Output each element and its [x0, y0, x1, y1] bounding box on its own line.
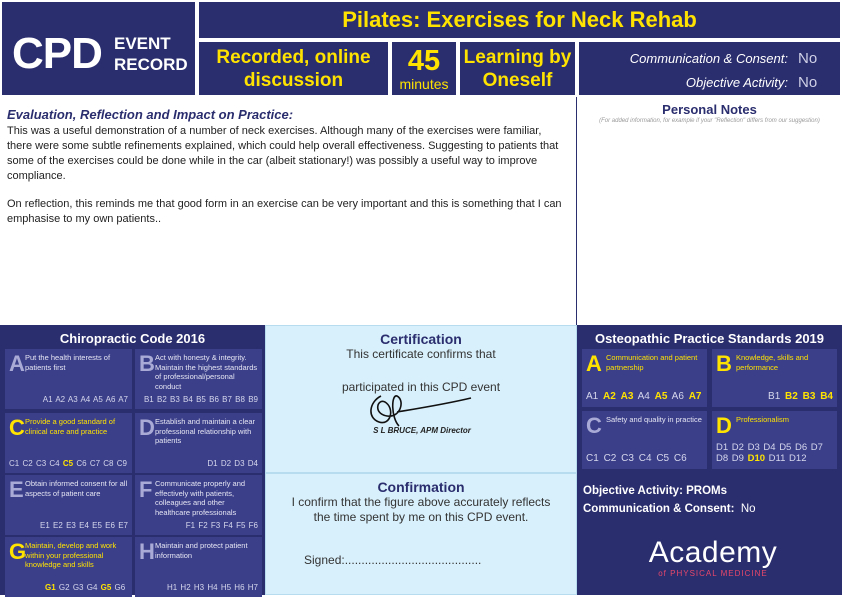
- certification-box: [265, 325, 577, 473]
- code-b2: B2: [156, 395, 167, 404]
- code-c9: C9: [116, 459, 127, 468]
- code-c5: C5: [62, 459, 74, 468]
- reflection-paragraph-1: This was a useful demonstration of a number of neck exercises. Although many of the exercises were familiar, there were some subtle refinements explained, which could help overall effectiveness. Suggesting to patients that some of the exercises could be done while in the car (albeit stationary!) was possibly a useful way to improve compliance.: [7, 125, 559, 182]
- certification-title: Certification: [380, 331, 462, 347]
- standard-letter: D: [139, 415, 155, 440]
- code-a1: A1: [42, 395, 53, 404]
- code-e3: E3: [66, 521, 76, 530]
- code-c1: C1: [9, 459, 20, 468]
- code-h6: H6: [234, 583, 245, 592]
- chiro-standard-f: [135, 475, 262, 535]
- event-title: Pilates: Exercises for Neck Rehab: [342, 7, 697, 32]
- learning-type: Learning by Oneself: [463, 46, 572, 91]
- personal-notes-title: Personal Notes: [662, 102, 757, 117]
- code-c4: C4: [49, 459, 60, 468]
- osteo-standard-d: [712, 411, 837, 469]
- standard-description: Put the health interests of patients first: [25, 353, 111, 372]
- event-title-bar: [197, 0, 842, 40]
- standard-letter: A: [9, 351, 25, 376]
- code-f3: F3: [210, 521, 221, 530]
- code-f2: F2: [198, 521, 208, 530]
- objective-activity-label: Objective Activity:: [685, 75, 788, 90]
- code-c1: C1: [586, 453, 599, 464]
- confirmation-text: I confirm that the figure above accurately reflects the time spent by me on this CPD event.: [291, 495, 551, 524]
- meta-box: [577, 40, 842, 97]
- osteo-communication-label: Communication & Consent:: [583, 503, 735, 515]
- code-b2: B2: [785, 391, 798, 402]
- code-c8: C8: [103, 459, 114, 468]
- code-c2: C2: [22, 459, 33, 468]
- code-c7: C7: [89, 459, 101, 468]
- code-a5: A5: [654, 391, 668, 402]
- code-b1: B1: [768, 391, 781, 402]
- standard-description: Communication and patient partnership: [606, 353, 698, 372]
- code-b1: B1: [143, 395, 154, 404]
- code-h1: H1: [166, 583, 178, 592]
- osteo-standard-b: [712, 349, 837, 407]
- chiro-standard-e: [5, 475, 132, 535]
- standard-letter: H: [139, 539, 155, 564]
- code-c4: C4: [638, 453, 652, 464]
- code-b3: B3: [802, 391, 816, 402]
- chiropractic-code-title: Chiropractic Code 2016: [59, 331, 206, 346]
- standard-letter: A: [586, 351, 602, 376]
- standard-codes: [9, 521, 128, 530]
- code-d6: D6: [794, 442, 808, 453]
- personal-notes-subtitle: (For added information, for example if your "Reflection" differs from our suggestion): [599, 118, 820, 124]
- code-e1: E1: [40, 521, 50, 530]
- objective-activity-row: [686, 74, 820, 91]
- code-h5: H5: [220, 583, 232, 592]
- standard-codes: [139, 395, 258, 404]
- standard-codes: [586, 453, 703, 464]
- code-d1: D1: [716, 442, 729, 453]
- code-d11: D11: [768, 453, 786, 464]
- logo-cpd-text: CPD: [12, 29, 102, 78]
- academy-logo-name: Academy: [648, 536, 778, 569]
- director-name: S L BRUCE, APM Director: [373, 426, 471, 435]
- code-a6: A6: [105, 395, 116, 404]
- confirmation-box: [265, 473, 577, 595]
- director-signature: [361, 388, 481, 430]
- code-g1: G1: [45, 583, 56, 592]
- standard-letter: C: [9, 415, 25, 440]
- chiro-standard-d: [135, 413, 262, 473]
- standard-description: Establish and maintain a clear professional relationship with patients: [155, 417, 256, 445]
- code-a5: A5: [93, 395, 103, 404]
- reflection-paragraph-2: On reflection, this reminds me that good form in an exercise can be very important and this is something that I can emphasise to my own patients..: [7, 198, 562, 225]
- code-d3: D3: [234, 459, 245, 468]
- code-d2: D2: [731, 442, 744, 453]
- code-g6: G6: [114, 583, 126, 592]
- osteopathic-standards-title: Osteopathic Practice Standards 2019: [594, 331, 825, 346]
- code-c5: C5: [656, 453, 670, 464]
- code-f6: F6: [248, 521, 258, 530]
- code-g3: G3: [72, 583, 84, 592]
- code-a4: A4: [637, 391, 650, 402]
- reflection-heading: Evaluation, Reflection and Impact on Practice:: [7, 107, 294, 122]
- code-g4: G4: [86, 583, 98, 592]
- standard-description: Knowledge, skills and performance: [736, 353, 809, 372]
- signature-line[interactable]: Signed:.........................................: [304, 553, 482, 567]
- code-c6: C6: [76, 459, 87, 468]
- certification-line-1: This certificate confirms that: [346, 347, 496, 361]
- confirmation-title: Confirmation: [377, 479, 465, 495]
- event-format: Recorded, online discussion: [216, 46, 371, 91]
- learning-type-box: [458, 40, 577, 97]
- code-e6: E6: [105, 521, 115, 530]
- logo-event-text: EVENT: [114, 34, 171, 53]
- code-b3: B3: [170, 395, 180, 404]
- duration-label: minutes: [399, 76, 449, 92]
- academy-logo-sub: of PHYSICAL MEDICINE: [658, 569, 768, 578]
- standard-letter: F: [139, 477, 153, 502]
- code-b4: B4: [820, 391, 833, 402]
- duration-minutes: 45: [407, 45, 441, 77]
- osteo-objective-value: PROMs: [686, 485, 728, 497]
- code-d12: D12: [789, 453, 807, 464]
- code-f1: F1: [185, 521, 196, 530]
- standard-letter: B: [716, 351, 732, 376]
- standard-codes: [139, 459, 258, 468]
- code-b5: B5: [196, 395, 206, 404]
- reflection-section: [0, 97, 577, 325]
- code-h4: H4: [207, 583, 218, 592]
- standard-description: Provide a good standard of clinical care and practice: [25, 417, 116, 436]
- code-a7: A7: [118, 395, 128, 404]
- chiro-standard-c: [5, 413, 132, 473]
- code-d5: D5: [779, 442, 792, 453]
- code-b6: B6: [209, 395, 219, 404]
- code-a1: A1: [586, 391, 599, 402]
- chiro-standard-h: [135, 537, 262, 597]
- osteo-standard-c: [582, 411, 707, 469]
- code-d8: D8: [716, 453, 729, 464]
- chiro-standard-a: [5, 349, 132, 409]
- standard-codes: [139, 521, 258, 530]
- code-d1: D1: [207, 459, 218, 468]
- code-c3: C3: [35, 459, 47, 468]
- code-d4: D4: [763, 442, 776, 453]
- code-a7: A7: [688, 391, 702, 402]
- standard-codes: [586, 391, 703, 402]
- standard-description: Act with honesty & integrity. Maintain the highest standards of professional/personal conduct: [155, 353, 258, 391]
- objective-activity-value: No: [798, 74, 818, 91]
- duration-box: [390, 40, 458, 97]
- communication-consent-value: No: [798, 50, 818, 67]
- code-e5: E5: [92, 521, 102, 530]
- code-g5: G5: [100, 583, 112, 592]
- code-a2: A2: [603, 391, 616, 402]
- academy-logo: [633, 537, 793, 578]
- standard-description: Communicate properly and effectively with patients, colleagues and other healthcare professionals: [155, 479, 246, 517]
- standard-letter: E: [9, 477, 24, 502]
- code-d9: D9: [731, 453, 744, 464]
- code-h2: H2: [180, 583, 191, 592]
- standard-codes: [716, 442, 833, 464]
- standard-letter: B: [139, 351, 155, 376]
- chiropractic-code-panel: [0, 325, 265, 595]
- code-a3: A3: [67, 395, 78, 404]
- code-a3: A3: [620, 391, 634, 402]
- code-f4: F4: [223, 521, 233, 530]
- code-b7: B7: [222, 395, 232, 404]
- code-e4: E4: [79, 521, 89, 530]
- standard-codes: [9, 395, 128, 404]
- code-f5: F5: [236, 521, 246, 530]
- code-a4: A4: [80, 395, 91, 404]
- standard-codes: [139, 583, 258, 592]
- code-c3: C3: [621, 453, 634, 464]
- format-box: [197, 40, 390, 97]
- osteo-standard-a: [582, 349, 707, 407]
- standard-letter: C: [586, 413, 602, 438]
- standard-letter: G: [9, 539, 27, 564]
- code-h3: H3: [193, 583, 205, 592]
- code-d7: D7: [810, 442, 823, 453]
- standard-description: Professionalism: [736, 415, 789, 424]
- standard-description: Maintain, develop and work within your professional knowledge and skills: [25, 541, 117, 569]
- code-e7: E7: [118, 521, 128, 530]
- osteopathic-standards-panel: [577, 325, 842, 595]
- code-b8: B8: [235, 395, 245, 404]
- code-e2: E2: [53, 521, 63, 530]
- code-a2: A2: [55, 395, 66, 404]
- standard-letter: D: [716, 413, 732, 438]
- standard-codes: [716, 391, 833, 402]
- standard-codes: [9, 583, 128, 592]
- osteo-objective-activity: [583, 485, 727, 497]
- standard-description: Obtain informed consent for all aspects of patient care: [25, 479, 128, 498]
- communication-consent-row: [630, 50, 820, 67]
- osteo-objective-label: Objective Activity:: [583, 485, 683, 497]
- code-h7: H7: [247, 583, 258, 592]
- personal-notes: [577, 97, 842, 325]
- code-c2: C2: [603, 453, 617, 464]
- code-g2: G2: [58, 583, 70, 592]
- chiro-standard-g: [5, 537, 132, 597]
- code-a6: A6: [671, 391, 684, 402]
- cpd-logo: [0, 0, 197, 97]
- certification-line-2: participated in this CPD event: [341, 380, 501, 394]
- logo-record-text: RECORD: [114, 55, 188, 74]
- osteo-communication-consent: [583, 503, 756, 515]
- logo-event-record: [114, 33, 188, 75]
- code-d2: D2: [220, 459, 232, 468]
- standard-description: Maintain and protect patient information: [155, 541, 248, 560]
- code-d10: D10: [747, 453, 766, 464]
- code-d3: D3: [747, 442, 760, 453]
- code-b4: B4: [183, 395, 193, 404]
- communication-consent-label: Communication & Consent:: [629, 51, 788, 66]
- code-b9: B9: [248, 395, 258, 404]
- standard-codes: [9, 459, 128, 468]
- chiro-standard-b: [135, 349, 262, 409]
- osteo-communication-value: No: [740, 503, 756, 515]
- standard-description: Safety and quality in practice: [606, 415, 702, 424]
- code-c6: C6: [673, 453, 687, 464]
- code-d4: D4: [247, 459, 258, 468]
